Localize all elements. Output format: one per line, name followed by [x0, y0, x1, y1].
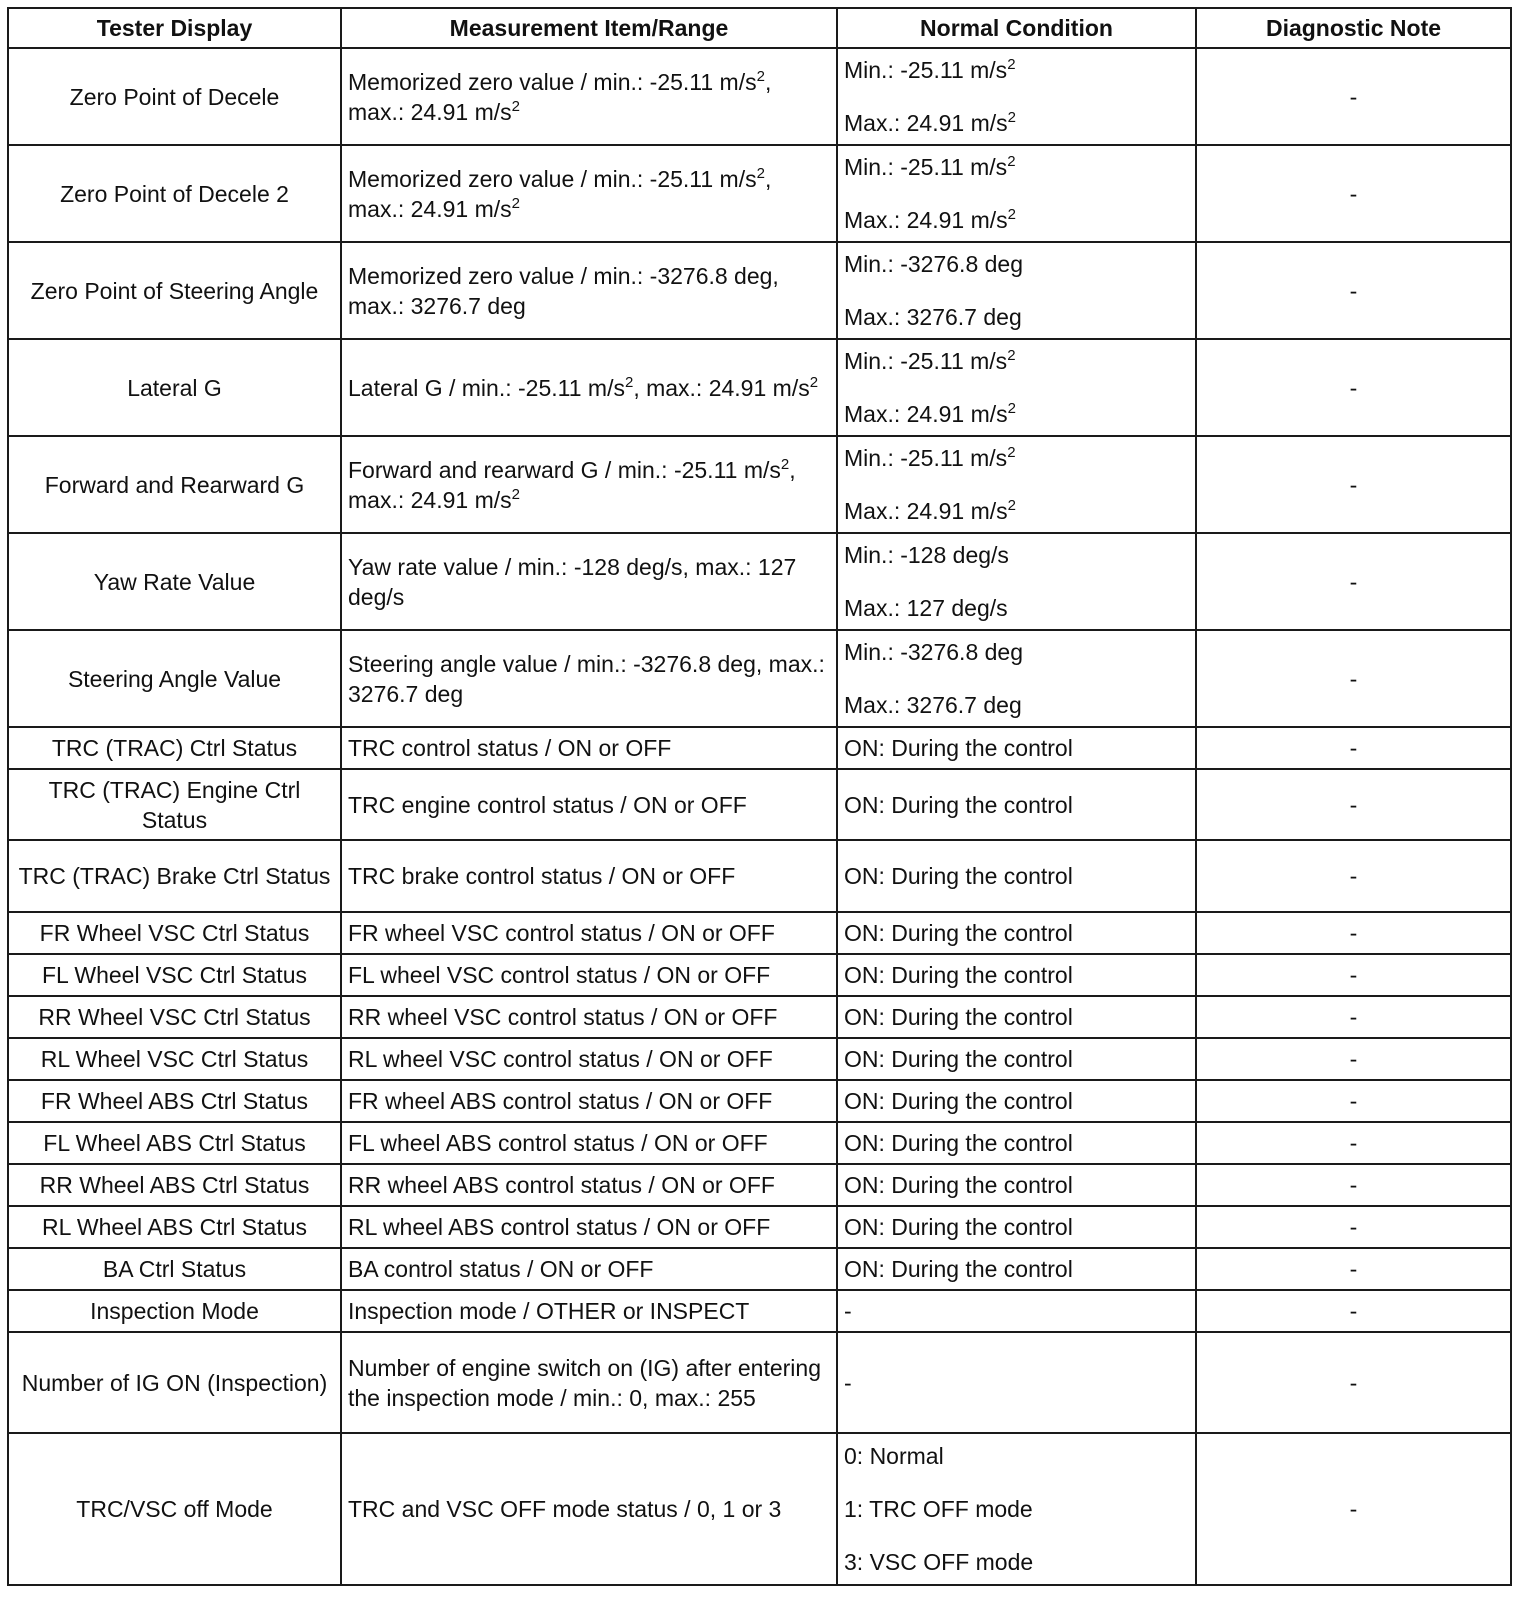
normal-condition-line: ON: During the control: [844, 1004, 1073, 1030]
tester-display-cell: RR Wheel VSC Ctrl Status: [8, 996, 341, 1038]
table-row: [8, 1164, 1511, 1206]
normal-condition-line: Min.: -25.11 $m/s^2$: [844, 56, 1016, 83]
normal-condition-line: ON: During the control: [844, 1214, 1073, 1240]
normal-condition-line: Min.: -25.11 $m/s^2$: [844, 347, 1016, 374]
diagnostic-note-cell: -: [1196, 1433, 1511, 1585]
measurement-range-cell: Memorized zero value / min.: -25.11 $m/s^2$, max.: 24.91 $m/s^2$: [341, 48, 837, 145]
normal-condition-cell: [837, 1080, 1196, 1122]
tester-display-cell: TRC (TRAC) Ctrl Status: [8, 727, 341, 769]
table-row: [8, 1122, 1511, 1164]
diagnostic-note-cell: -: [1196, 339, 1511, 436]
tester-display-cell: Steering Angle Value: [8, 630, 341, 727]
normal-condition-line: Max.: 24.91 $m/s^2$: [844, 206, 1016, 233]
normal-condition-line: 3: VSC OFF mode: [844, 1549, 1034, 1575]
normal-condition-cell: [837, 1206, 1196, 1248]
normal-condition-line: 1: TRC OFF mode: [844, 1496, 1033, 1522]
diagnostic-note-cell: -: [1196, 242, 1511, 339]
normal-condition-cell: [837, 630, 1196, 727]
header-tester-display: Tester Display: [8, 8, 341, 48]
normal-condition-cell: [837, 242, 1196, 339]
tester-display-cell: FL Wheel ABS Ctrl Status: [8, 1122, 341, 1164]
table-body: [8, 48, 1511, 1585]
normal-condition-cell: [837, 769, 1196, 840]
diagnostic-note-cell: -: [1196, 996, 1511, 1038]
header-normal-condition: Normal Condition: [837, 8, 1196, 48]
measurement-range-cell: RR wheel VSC control status / ON or OFF: [341, 996, 837, 1038]
tester-display-cell: Forward and Rearward G: [8, 436, 341, 533]
normal-condition-cell: [837, 912, 1196, 954]
table-row: [8, 1290, 1511, 1332]
normal-condition-cell: [837, 1290, 1196, 1332]
normal-condition-line: ON: During the control: [844, 791, 1073, 818]
measurement-range-cell: FR wheel VSC control status / ON or OFF: [341, 912, 837, 954]
diagnostic-note-cell: -: [1196, 1290, 1511, 1332]
tester-display-cell: Yaw Rate Value: [8, 533, 341, 630]
normal-condition-line: Min.: -3276.8 deg: [844, 251, 1024, 277]
tester-display-cell: Zero Point of Decele 2: [8, 145, 341, 242]
tester-display-cell: TRC/VSC off Mode: [8, 1433, 341, 1585]
normal-condition-line: Max.: 3276.7 deg: [844, 304, 1022, 330]
normal-condition-line: ON: During the control: [844, 1088, 1073, 1114]
table-row: [8, 840, 1511, 912]
normal-condition-line: Max.: 24.91 $m/s^2$: [844, 400, 1016, 427]
normal-condition-cell: [837, 996, 1196, 1038]
normal-condition-cell: [837, 436, 1196, 533]
normal-condition-line: -: [844, 1369, 852, 1396]
diagnostic-note-cell: -: [1196, 954, 1511, 996]
measurement-range-cell: FL wheel VSC control status / ON or OFF: [341, 954, 837, 996]
normal-condition-cell: [837, 1038, 1196, 1080]
tester-display-cell: FL Wheel VSC Ctrl Status: [8, 954, 341, 996]
normal-condition-line: -: [844, 1298, 852, 1324]
tester-display-cell: BA Ctrl Status: [8, 1248, 341, 1290]
measurement-range-cell: RL wheel ABS control status / ON or OFF: [341, 1206, 837, 1248]
measurement-range-cell: RR wheel ABS control status / ON or OFF: [341, 1164, 837, 1206]
table-row: [8, 727, 1511, 769]
normal-condition-cell: [837, 48, 1196, 145]
table-row: [8, 1332, 1511, 1433]
tester-display-cell: Number of IG ON (Inspection): [8, 1332, 341, 1433]
table-row: [8, 436, 1511, 533]
normal-condition-cell: [837, 339, 1196, 436]
diagnostic-note-cell: -: [1196, 630, 1511, 727]
tester-display-cell: Inspection Mode: [8, 1290, 341, 1332]
normal-condition-line: Min.: -128 deg/s: [844, 542, 1009, 568]
tester-display-cell: TRC (TRAC) Brake Ctrl Status: [8, 840, 341, 912]
header-row: [8, 8, 1511, 48]
diagnostic-note-cell: -: [1196, 1164, 1511, 1206]
normal-condition-line: ON: During the control: [844, 1256, 1073, 1282]
normal-condition-cell: [837, 533, 1196, 630]
measurement-range-cell: Number of engine switch on (IG) after entering the inspection mode / min.: 0, max.: 255: [341, 1332, 837, 1433]
tester-display-cell: FR Wheel VSC Ctrl Status: [8, 912, 341, 954]
tester-display-cell: Zero Point of Steering Angle: [8, 242, 341, 339]
table-row: [8, 996, 1511, 1038]
measurement-range-cell: TRC engine control status / ON or OFF: [341, 769, 837, 840]
measurement-range-cell: FL wheel ABS control status / ON or OFF: [341, 1122, 837, 1164]
diagnostic-note-cell: -: [1196, 1122, 1511, 1164]
diagnostic-note-cell: -: [1196, 769, 1511, 840]
measurement-range-cell: TRC control status / ON or OFF: [341, 727, 837, 769]
measurement-range-cell: FR wheel ABS control status / ON or OFF: [341, 1080, 837, 1122]
tester-display-cell: RR Wheel ABS Ctrl Status: [8, 1164, 341, 1206]
measurement-range-cell: TRC brake control status / ON or OFF: [341, 840, 837, 912]
measurement-range-cell: Memorized zero value / min.: -3276.8 deg, max.: 3276.7 deg: [341, 242, 837, 339]
normal-condition-cell: [837, 727, 1196, 769]
table-row: [8, 769, 1511, 840]
normal-condition-line: 0: Normal: [844, 1443, 944, 1469]
table-row: [8, 242, 1511, 339]
normal-condition-line: ON: During the control: [844, 1172, 1073, 1198]
normal-condition-cell: [837, 1122, 1196, 1164]
normal-condition-line: ON: During the control: [844, 735, 1073, 761]
measurement-range-cell: Forward and rearward G / min.: -25.11 $m/s^2$, max.: 24.91 $m/s^2$: [341, 436, 837, 533]
table-row: [8, 145, 1511, 242]
diagnostic-note-cell: -: [1196, 1332, 1511, 1433]
diagnostic-note-cell: -: [1196, 840, 1511, 912]
diagnostic-note-cell: -: [1196, 1248, 1511, 1290]
table-row: [8, 533, 1511, 630]
header-diagnostic-note: Diagnostic Note: [1196, 8, 1511, 48]
measurement-range-cell: RL wheel VSC control status / ON or OFF: [341, 1038, 837, 1080]
measurement-range-cell: BA control status / ON or OFF: [341, 1248, 837, 1290]
table-row: [8, 1038, 1511, 1080]
diagnostic-note-cell: -: [1196, 145, 1511, 242]
normal-condition-cell: [837, 1332, 1196, 1433]
diagnostic-note-cell: -: [1196, 1206, 1511, 1248]
normal-condition-line: ON: During the control: [844, 863, 1073, 889]
diagnostic-note-cell: -: [1196, 533, 1511, 630]
table-row: [8, 1248, 1511, 1290]
table-row: [8, 630, 1511, 727]
diagnostic-note-cell: -: [1196, 48, 1511, 145]
table-row: [8, 339, 1511, 436]
measurement-range-cell: TRC and VSC OFF mode status / 0, 1 or 3: [341, 1433, 837, 1585]
normal-condition-line: Max.: 127 deg/s: [844, 595, 1008, 621]
diagnostic-note-cell: -: [1196, 1080, 1511, 1122]
tester-display-cell: RL Wheel ABS Ctrl Status: [8, 1206, 341, 1248]
measurement-range-cell: Steering angle value / min.: -3276.8 deg, max.: 3276.7 deg: [341, 630, 837, 727]
header-measurement-item-range: Measurement Item/Range: [341, 8, 837, 48]
measurement-range-cell: Memorized zero value / min.: -25.11 $m/s^2$, max.: 24.91 $m/s^2$: [341, 145, 837, 242]
table-row: [8, 912, 1511, 954]
normal-condition-line: Min.: -25.11 $m/s^2$: [844, 153, 1016, 180]
table-row: [8, 1080, 1511, 1122]
normal-condition-cell: [837, 954, 1196, 996]
normal-condition-cell: [837, 1433, 1196, 1585]
tester-display-cell: Zero Point of Decele: [8, 48, 341, 145]
table-row: [8, 48, 1511, 145]
table-row: [8, 1206, 1511, 1248]
normal-condition-line: ON: During the control: [844, 1046, 1073, 1072]
measurement-range-cell: Inspection mode / OTHER or INSPECT: [341, 1290, 837, 1332]
tester-display-cell: Lateral G: [8, 339, 341, 436]
normal-condition-cell: [837, 1164, 1196, 1206]
diagnostic-note-cell: -: [1196, 727, 1511, 769]
normal-condition-cell: [837, 840, 1196, 912]
tester-display-cell: RL Wheel VSC Ctrl Status: [8, 1038, 341, 1080]
diagnostic-note-cell: -: [1196, 1038, 1511, 1080]
table-row: [8, 1433, 1511, 1585]
tester-display-cell: TRC (TRAC) Engine Ctrl Status: [8, 769, 341, 840]
normal-condition-line: ON: During the control: [844, 962, 1073, 988]
normal-condition-cell: [837, 145, 1196, 242]
normal-condition-line: Max.: 24.91 $m/s^2$: [844, 109, 1016, 136]
normal-condition-line: ON: During the control: [844, 920, 1073, 946]
diagnostic-note-cell: -: [1196, 912, 1511, 954]
measurement-range-cell: Lateral G / min.: -25.11 $m/s^2$, max.: 24.91 $m/s^2$: [341, 339, 837, 436]
data-list-table: [7, 7, 1512, 1586]
diagnostic-note-cell: -: [1196, 436, 1511, 533]
normal-condition-cell: [837, 1248, 1196, 1290]
normal-condition-line: Max.: 24.91 $m/s^2$: [844, 497, 1016, 524]
measurement-range-cell: Yaw rate value / min.: -128 deg/s, max.: 127 deg/s: [341, 533, 837, 630]
table-row: [8, 954, 1511, 996]
normal-condition-line: Min.: -25.11 $m/s^2$: [844, 444, 1016, 471]
normal-condition-line: Min.: -3276.8 deg: [844, 639, 1024, 665]
normal-condition-line: ON: During the control: [844, 1130, 1073, 1156]
tester-display-cell: FR Wheel ABS Ctrl Status: [8, 1080, 341, 1122]
normal-condition-line: Max.: 3276.7 deg: [844, 692, 1022, 718]
